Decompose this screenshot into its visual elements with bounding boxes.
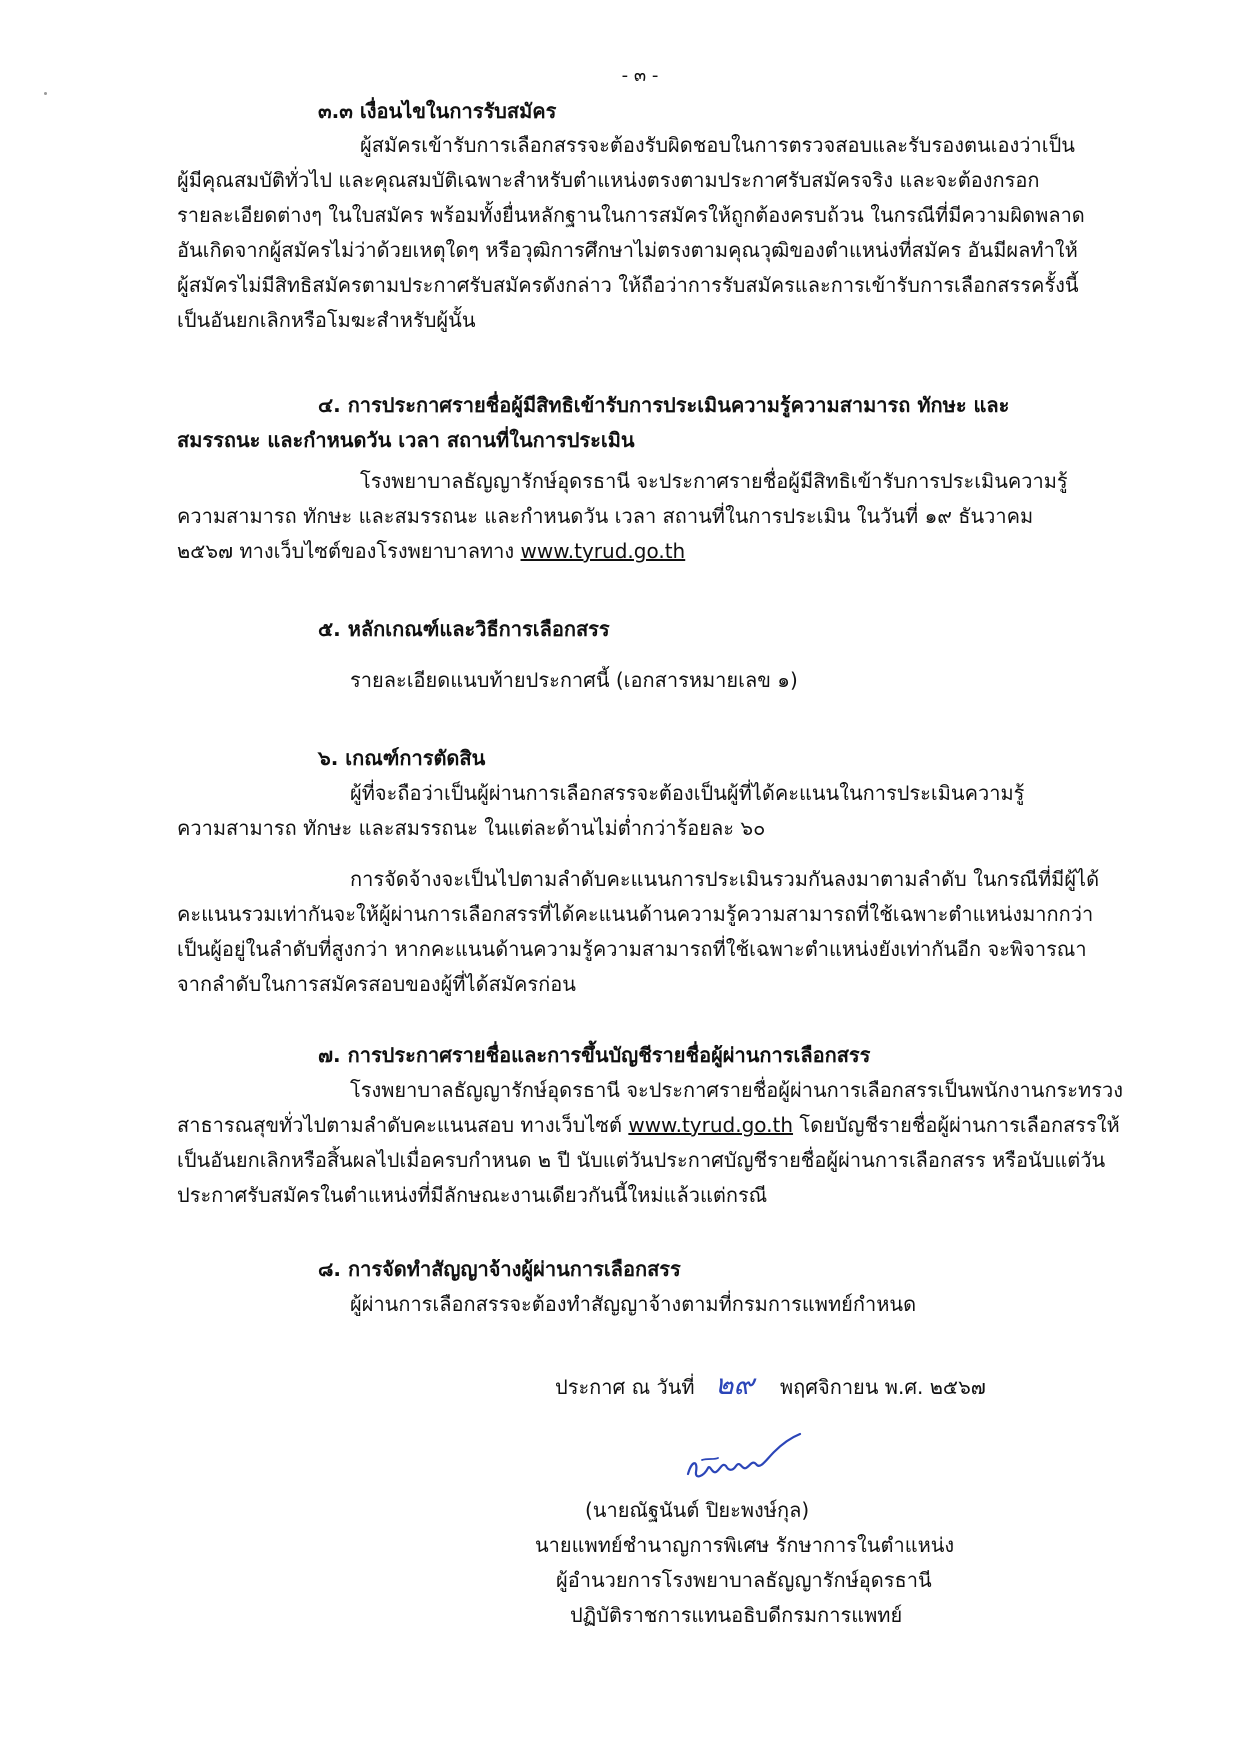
signer-name: (นายณัฐนันต์ ปิยะพงษ์กุล)	[585, 1498, 810, 1522]
announcement-prefix: ประกาศ ณ วันที่	[555, 1375, 695, 1399]
section-7-line2-suffix: โดยบัญชีรายชื่อผู้ผ่านการเลือกสรรให้	[793, 1113, 1120, 1137]
signer-title-line: ปฏิบัติราชการแทนอธิบดีกรมการแพทย์	[570, 1603, 903, 1627]
section-3-3-line: ผู้มีคุณสมบัติทั่วไป และคุณสมบัติเฉพาะสำหรับตำแหน่งตรงตามประกาศรับสมัครจริง และจะต้องกรอก	[177, 168, 1040, 192]
section-4-heading: ๔. การประกาศรายชื่อผู้มีสิทธิเข้ารับการประเมินความรู้ความสามารถ ทักษะ และ	[318, 393, 1010, 417]
section-6-line: ความสามารถ ทักษะ และสมรรถนะ ในแต่ละด้านไม่ต่ำกว่าร้อยละ ๖๐	[177, 816, 766, 840]
section-4-line: โรงพยาบาลธัญญารักษ์อุดรธานี จะประกาศรายชื่อผู้มีสิทธิเข้ารับการประเมินความรู้	[360, 469, 1068, 493]
signer-title-line: นายแพทย์ชำนาญการพิเศษ รักษาการในตำแหน่ง	[535, 1533, 955, 1557]
section-3-3-heading: ๓.๓ เงื่อนไขในการรับสมัคร	[318, 99, 557, 123]
signature-image	[684, 1430, 804, 1490]
section-4-line: ความสามารถ ทักษะ และสมรรถนะ และกำหนดวัน เวลา สถานที่ในการประเมิน ในวันที่ ๑๙ ธันวาคม	[177, 504, 1034, 528]
website-link[interactable]: www.tyrud.go.th	[628, 1113, 794, 1137]
section-6-heading: ๖. เกณฑ์การตัดสิน	[318, 746, 486, 770]
signer-title-line: ผู้อำนวยการโรงพยาบาลธัญญารักษ์อุดรธานี	[556, 1568, 932, 1592]
section-8-heading: ๘. การจัดทำสัญญาจ้างผู้ผ่านการเลือกสรร	[318, 1257, 681, 1281]
section-3-3-line: เป็นอันยกเลิกหรือโมฆะสำหรับผู้นั้น	[177, 308, 476, 332]
scan-speck	[44, 92, 47, 95]
section-3-3-line: รายละเอียดต่างๆ ในใบสมัคร พร้อมทั้งยื่นหลักฐานในการสมัครให้ถูกต้องครบถ้วน ในกรณีที่มีความผิดพลาด	[177, 203, 1085, 227]
section-7-line-with-link	[177, 1110, 1120, 1140]
handwritten-day: ๒๙	[715, 1368, 754, 1401]
section-5-text: รายละเอียดแนบท้ายประกาศนี้ (เอกสารหมายเลข ๑)	[350, 668, 798, 692]
announcement-month-year: พฤศจิกายน พ.ศ. ๒๕๖๗	[780, 1375, 986, 1399]
section-4-line-last	[177, 536, 685, 566]
section-6-line: คะแนนรวมเท่ากันจะให้ผู้ผ่านการเลือกสรรที่ได้คะแนนด้านความรู้ความสามารถที่ใช้เฉพาะตำแหน่งมากกว่า	[177, 902, 1094, 926]
section-6-line: การจัดจ้างจะเป็นไปตามลำดับคะแนนการประเมินรวมกันลงมาตามลำดับ ในกรณีที่มีผู้ได้	[350, 867, 1100, 891]
section-4-line-prefix: ๒๕๖๗ ทางเว็บไซต์ของโรงพยาบาลทาง	[177, 539, 521, 563]
section-6-line: เป็นผู้อยู่ในลำดับที่สูงกว่า หากคะแนนด้านความรู้ความสามารถที่ใช้เฉพาะตำแหน่งยังเท่ากันอีก จะพิจารณา	[177, 937, 1087, 961]
section-7-line: เป็นอันยกเลิกหรือสิ้นผลไปเมื่อครบกำหนด ๒ ปี นับแต่วันประกาศบัญชีรายชื่อผู้ผ่านการเลือกสรร หรือนับแต่วัน	[177, 1148, 1106, 1172]
section-7-heading: ๗. การประกาศรายชื่อและการขึ้นบัญชีรายชื่อผู้ผ่านการเลือกสรร	[318, 1043, 871, 1067]
page-number: - ๓ -	[621, 65, 659, 86]
section-6-line: ผู้ที่จะถือว่าเป็นผู้ผ่านการเลือกสรรจะต้องเป็นผู้ที่ได้คะแนนในการประเมินความรู้	[350, 781, 1025, 805]
section-3-3-line: ผู้สมัครไม่มีสิทธิสมัครตามประกาศรับสมัครดังกล่าว ให้ถือว่าการรับสมัครและการเข้ารับการเลือกสรรครั้งนี้	[177, 273, 1079, 297]
section-7-line2-prefix: สาธารณสุขทั่วไปตามลำดับคะแนนสอบ ทางเว็บไซต์	[177, 1113, 629, 1137]
section-8-text: ผู้ผ่านการเลือกสรรจะต้องทำสัญญาจ้างตามที่กรมการแพทย์กำหนด	[350, 1292, 917, 1316]
section-4-heading-cont: สมรรถนะ และกำหนดวัน เวลา สถานที่ในการประเมิน	[177, 428, 635, 452]
section-7-line: โรงพยาบาลธัญญารักษ์อุดรธานี จะประกาศรายชื่อผู้ผ่านการเลือกสรรเป็นพนักงานกระทรวง	[350, 1078, 1123, 1102]
section-5-heading: ๕. หลักเกณฑ์และวิธีการเลือกสรร	[318, 617, 610, 641]
section-3-3-line: ผู้สมัครเข้ารับการเลือกสรรจะต้องรับผิดชอบในการตรวจสอบและรับรองตนเองว่าเป็น	[360, 133, 1075, 157]
signature-strokes	[684, 1430, 804, 1490]
section-7-line: ประกาศรับสมัครในตำแหน่งที่มีลักษณะงานเดียวกันนี้ใหม่แล้วแต่กรณี	[177, 1183, 768, 1207]
website-link[interactable]: www.tyrud.go.th	[520, 539, 686, 563]
section-6-line: จากลำดับในการสมัครสอบของผู้ที่ได้สมัครก่อน	[177, 972, 576, 996]
section-3-3-line: อันเกิดจากผู้สมัครไม่ว่าด้วยเหตุใดๆ หรือวุฒิการศึกษาไม่ตรงตามคุณวุฒิของตำแหน่งที่สมัคร อันมีผลทำให้	[177, 238, 1078, 262]
